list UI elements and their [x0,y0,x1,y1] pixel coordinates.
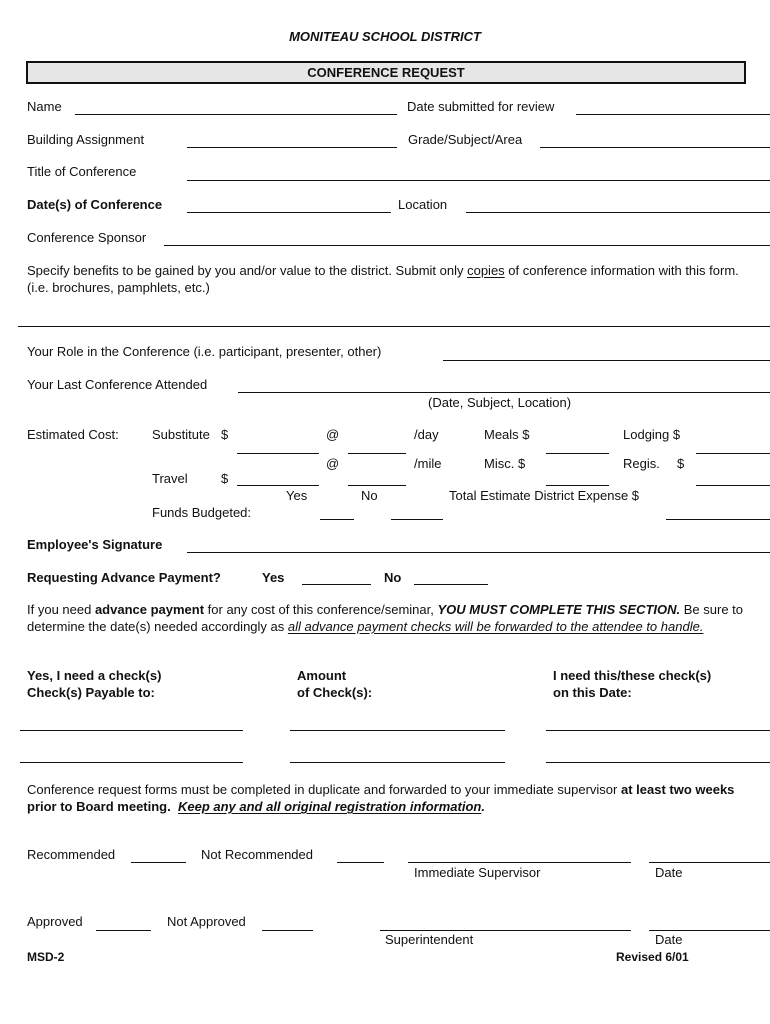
signature-field[interactable] [187,552,770,553]
per-mile-label: /mile [414,456,442,471]
title-field[interactable] [187,180,770,181]
supervisor-signature-field[interactable] [408,862,631,863]
superintendent-signature-field[interactable] [380,930,631,931]
per-day-label: /day [414,427,439,442]
superintendent-date-label: Date [655,932,683,947]
funds-no-label: No [361,488,378,503]
total-expense-label: Total Estimate District Expense $ [449,488,640,503]
check-payee-field-2[interactable] [20,762,243,763]
location-field[interactable] [466,212,770,213]
not-recommended-label: Not Recommended [201,847,313,862]
sponsor-label: Conference Sponsor [27,230,147,245]
lodging-label: Lodging $ [623,427,681,442]
supervisor-label: Immediate Supervisor [414,865,541,880]
funds-no-field[interactable] [391,519,443,520]
name-field[interactable] [75,114,397,115]
not-approved-label: Not Approved [167,914,246,929]
lodging-field[interactable] [696,453,770,454]
misc-field[interactable] [546,485,609,486]
check-payee-heading-1: Yes, I need a check(s) [27,668,162,683]
travel-miles-field[interactable] [348,485,406,486]
check-amount-field-1[interactable] [290,730,505,731]
benefits-field[interactable] [18,326,770,327]
check-date-field-1[interactable] [546,730,770,731]
travel-dollar: $ [221,471,229,486]
benefits-instructions: Specify benefits to be gained by you and/or value to the district. Submit only copies of conference information with this form. (i.e. brochures, pamphlets, etc.) [27,263,739,295]
date-submitted-label: Date submitted for review [407,99,555,114]
check-payee-field-1[interactable] [20,730,243,731]
last-conference-label: Your Last Conference Attended [27,377,208,392]
substitute-dollar: $ [221,427,229,442]
supervisor-date-label: Date [655,865,683,880]
not-recommended-field[interactable] [337,862,384,863]
substitute-label: Substitute [152,427,210,442]
approved-label: Approved [27,914,83,929]
substitute-amount-field[interactable] [237,453,319,454]
dates-field[interactable] [187,212,391,213]
funds-yes-field[interactable] [320,519,354,520]
approved-field[interactable] [96,930,151,931]
substitute-at: @ [326,427,340,442]
advance-payment-label: Requesting Advance Payment? [27,570,221,585]
sponsor-field[interactable] [164,245,770,246]
substitute-days-field[interactable] [348,453,406,454]
grade-field[interactable] [540,147,770,148]
supervisor-date-field[interactable] [649,862,770,863]
check-amount-heading-2: of Check(s): [297,685,373,700]
title-label: Title of Conference [27,164,137,179]
form-code: MSD-2 [27,950,65,964]
meals-field[interactable] [546,453,609,454]
role-label: Your Role in the Conference (i.e. participant, presenter, other) [27,344,382,359]
dates-label: Date(s) of Conference [27,197,163,212]
total-expense-field[interactable] [666,519,770,520]
check-amount-field-2[interactable] [290,762,505,763]
grade-label: Grade/Subject/Area [408,132,523,147]
superintendent-label: Superintendent [385,932,474,947]
regis-dollar: $ [677,456,685,471]
role-field[interactable] [443,360,770,361]
regis-field[interactable] [696,485,770,486]
advance-yes-label: Yes [262,570,285,585]
funds-budgeted-label: Funds Budgeted: [152,505,252,520]
building-label: Building Assignment [27,132,145,147]
duplicate-note: Conference request forms must be completed in duplicate and forwarded to your immediate supervisor at least two weeks prior to Board meeting. Keep any and all original registration information. [27,782,735,814]
form-title-banner: CONFERENCE REQUEST [26,61,746,84]
estimated-cost-label: Estimated Cost: [27,427,119,442]
misc-label: Misc. $ [484,456,526,471]
recommended-field[interactable] [131,862,186,863]
last-conference-field[interactable] [238,392,770,393]
regis-label: Regis. [623,456,660,471]
check-amount-heading-1: Amount [297,668,347,683]
travel-label: Travel [152,471,188,486]
advance-payment-note: If you need advance payment for any cost of this conference/seminar, YOU MUST COMPLETE THIS SECTION. Be sure to determine the date(s) needed accordingly as all advance payment checks will be forwarded to the attendee to handle. [27,602,744,634]
name-label: Name [27,99,62,114]
date-submitted-field[interactable] [576,114,770,115]
district-title: MONITEAU SCHOOL DISTRICT [289,29,481,44]
signature-label: Employee's Signature [27,537,163,552]
funds-yes-label: Yes [286,488,308,503]
location-label: Location [398,197,448,212]
meals-label: Meals $ [484,427,530,442]
advance-no-label: No [384,570,402,585]
check-date-heading-1: I need this/these check(s) [553,668,712,683]
building-field[interactable] [187,147,397,148]
travel-amount-field[interactable] [237,485,319,486]
advance-yes-field[interactable] [302,584,371,585]
revision-date: Revised 6/01 [616,950,689,964]
last-conference-hint: (Date, Subject, Location) [428,395,572,410]
not-approved-field[interactable] [262,930,313,931]
advance-no-field[interactable] [414,584,488,585]
superintendent-date-field[interactable] [649,930,770,931]
check-date-field-2[interactable] [546,762,770,763]
recommended-label: Recommended [27,847,116,862]
check-date-heading-2: on this Date: [553,685,632,700]
check-payee-heading-2: Check(s) Payable to: [27,685,155,700]
travel-at: @ [326,456,340,471]
